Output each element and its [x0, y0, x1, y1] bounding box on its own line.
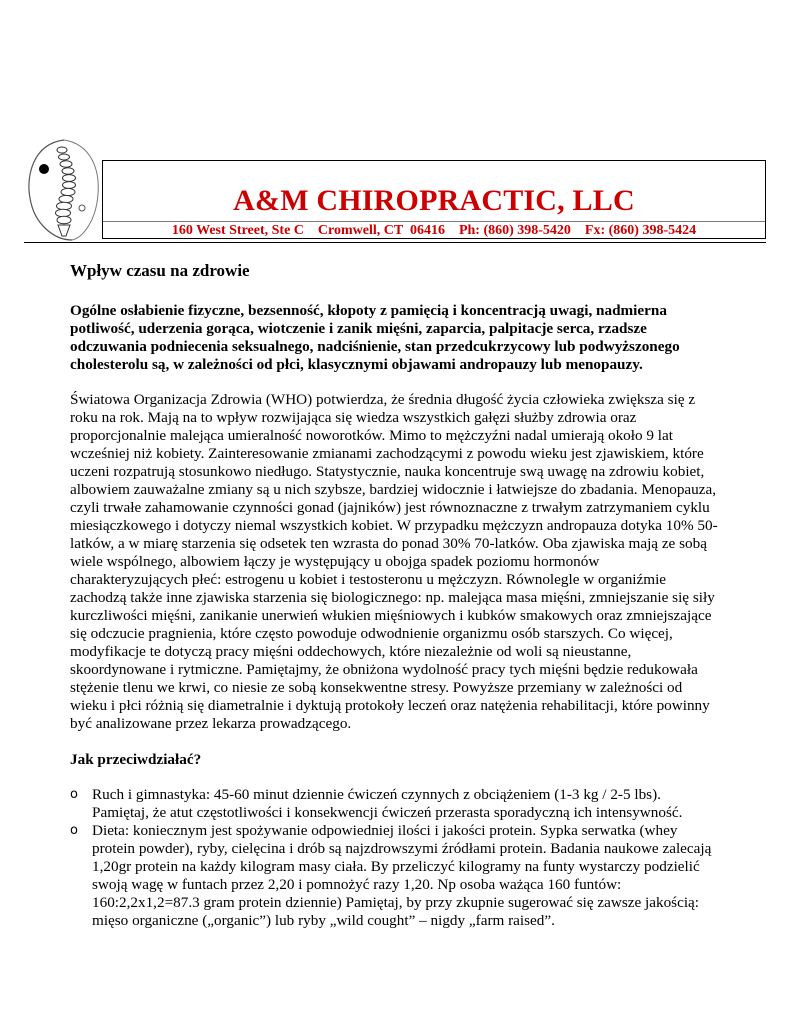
list-item [70, 822, 720, 930]
lead-paragraph: Ogólne osłabienie fizyczne, bezsenność, kłopoty z pamięcią i koncentracją uwagi, nadmierna potliwość, uderzenia gorąca, wiotczenie i zanik mięśni, zaparcia, palpitacje serca, rzadsze odczuwania podniecenia seksualnego, nadciśnienie, stan przedcukrzycowy lub podwyższonego cholesterolu są, w zależności od płci, klasycznymi objawami andropauzy lub menopauzy. [70, 302, 680, 373]
spine-logo-icon [24, 138, 102, 242]
company-address: 160 West Street, Ste C Cromwell, CT 06416 Ph: (860) 398-5420 Fx: (860) 398-5424 [171, 223, 697, 238]
section-heading: Jak przeciwdziałać? [70, 751, 202, 768]
list-item-text: Ruch i gimnastyka: 45-60 minut dziennie ćwiczeń czynnych z obciążeniem (1-3 kg / 2-5 lbs). Pamiętaj, że atut częstotliwości i konsekwencji ćwiczeń przerasta sporadyczną ich intensywność. [92, 786, 683, 821]
bullet-marker: o [70, 787, 78, 802]
document-content [70, 262, 720, 930]
list-item [70, 786, 720, 822]
bullet-marker: o [70, 823, 78, 838]
list-item-text: Dieta: koniecznym jest spożywanie odpowiedniej ilości i jakości protein. Sypka serwatka (whey protein powder), ryby, cielęcina i drób są najzdrowszymi źródłami protein. Badania naukowe zalecają 1,20gr protein na każdy kilogram masy ciała. By przeliczyć kilogramy na funty wystarczy podzielić swoją wagę w funtach przez 2,20 i pomnożyć razy 1,20. Np osoba ważąca 160 funtów: 160:2,2x1,2=87.3 gram protein dziennie) Pamiętaj, by przy zkupnie sugerować się zawsze jakością: mięso organiczne („organic”) lub ryby „wild cought” – nigdy „farm raised”. [92, 822, 712, 929]
letterhead-divider [103, 221, 765, 222]
page-title: Wpływ czasu na zdrowie [70, 261, 250, 280]
letterhead-bottom-rule [24, 242, 766, 243]
body-paragraph: Światowa Organizacja Zdrowia (WHO) potwierdza, że średnia długość życia człowieka zwiększa się z roku na rok. Mają na to wpływ rozwijająca się wiedza wszystkich gałęzi służby zdrowia oraz proporcjonalnie malejąca umieralność noworotków. Mimo to mężczyźni nadal umierają około 9 lat wcześniej niż kobiety. Zainteresowanie zmianami zachodzącymi z powodu wieku jest zjawiskiem, które uczeni rozpatrują stosunkowo niedługo. Statystycznie, nauka koncentruje swą uwagę na zdrowiu kobiet, albowiem zauważalne zmiany są u nich szybsze, bardziej widocznie i łatwiejsze do zbadania. Menopauza, czyli trwałe zahamowanie czynności gonad (jajników) jest równoznaczne z trwałym zatrzymaniem cyklu miesiączkowego i dotyczy niemal wszystkich kobiet. W przypadku mężczyzn andropauza dotyka 10% 50-latków, a w miarę starzenia się odsetek ten wzrasta do ponad 30% 70-latków. Oba zjawiska mają ze sobą wiele wspólnego, albowiem łączy je występujący u obojga spadek poziomu hormonów charakteryzujących płeć: estrogenu u kobiet i testosteronu u mężczyzn. Równolegle w organiźmie zachodzą także inne zjawiska starzenia się biologicznego: np. malejąca masa mięśni, zmniejszanie się siły kurczliwości mięśni, zanikanie unerwień włukien mięśniowych i kubków smakowych oraz zmniejszające się odczucie pragnienia, które często powoduje odwodnienie organizmu osób starszych. Co więcej, modyfikacje te dotyczą pracy mięśni oddechowych, które niezależnie od woli są nieustanne, skoordynowane i rytmiczne. Pamiętajmy, że obniżona wydolność pracy tych mięśni będzie redukowała stężenie tlenu we krwi, co niesie ze sobą konsekwentne stresy. Powyższe przemiany w zależności od wieku i płci różnią się diametralnie i dyktują protokoły leczeń oraz natężenia rehabilitacji, które powinny być analizowane przez lekarza prowadzącego. [70, 391, 718, 732]
company-name: A&M CHIROPRACTIC, LLC [233, 184, 635, 217]
tips-list [70, 786, 720, 930]
